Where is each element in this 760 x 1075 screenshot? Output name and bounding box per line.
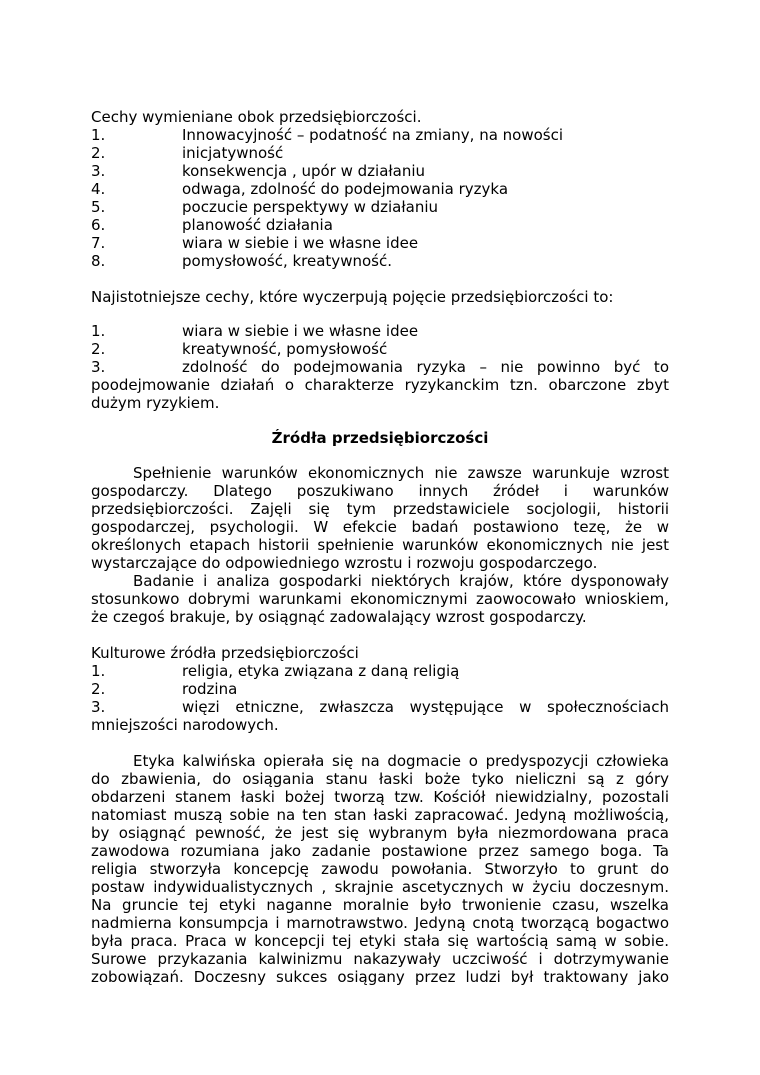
key-trait-continuation: poodejmowanie działań o charakterze ryzykanckim tzn. obarczone zbyt: [91, 376, 669, 394]
intro-item-number: 7.: [91, 234, 106, 252]
intro-item-text: Innowacyjność – podatność na zmiany, na nowości: [182, 126, 564, 144]
key-trait-number: 1.: [91, 322, 106, 340]
intro-item-text: wiara w siebie i we własne idee: [182, 234, 419, 252]
cultural-item-number: 1.: [91, 662, 106, 680]
key-trait-continuation: dużym ryzykiem.: [91, 394, 220, 412]
key-trait-number: 2.: [91, 340, 106, 358]
paragraph-line: że czegoś brakuje, by osiągnąć zadowalający wzrost gospodarczy.: [91, 608, 587, 626]
calvinism-line: Surowe przykazania kalwinizmu nakazywały uczciwość i dotrzymywanie: [91, 950, 669, 968]
intro-item-text: pomysłowość, kreatywność.: [182, 252, 392, 270]
calvinism-line: zobowiązań. Doczesny sukces osiągany przez ludzi był traktowany jako: [91, 968, 669, 986]
cultural-item-number: 3.: [91, 698, 106, 716]
intro-item-text: inicjatywność: [182, 144, 284, 162]
paragraph-line: wystarczające do odpowiedniego wzrostu i rozwoju gospodarczego.: [91, 554, 598, 572]
calvinism-line: zawodowa rozumiana jako zadanie postawione przez samego boga. Ta: [91, 842, 669, 860]
calvinism-line: była praca. Praca w koncepcji tej etyki stała się wartością samą w sobie.: [91, 932, 669, 950]
paragraph-line: gospodarczej, psychologii. W efekcie badań postawiono tezę, że w: [91, 518, 669, 536]
calvinism-line: do zbawienia, do osiągania stanu łaski boże tyko nieliczni są z góry: [91, 770, 669, 788]
calvinism-line: postaw indywidualistycznych , skrajnie ascetycznych w życiu doczesnym.: [91, 878, 669, 896]
key-traits-title: Najistotniejsze cechy, które wyczerpują pojęcie przedsiębiorczości to:: [91, 288, 614, 306]
cultural-item-number: 2.: [91, 680, 106, 698]
paragraph-line: określonych etapach historii spełnienie warunków ekonomicznych nie jest: [91, 536, 669, 554]
paragraph-line: Spełnienie warunków ekonomicznych nie zawsze warunkuje wzrost: [133, 464, 669, 482]
intro-item-text: planowość działania: [182, 216, 333, 234]
key-trait-text: wiara w siebie i we własne idee: [182, 322, 419, 340]
calvinism-line: by osiągnąć pewność, że jest się wybranym była niezmordowana praca: [91, 824, 669, 842]
calvinism-line: obdarzeni stanem łaski bożej tworzą tzw. Kościół niewidzialny, pozostali: [91, 788, 669, 806]
intro-item-number: 8.: [91, 252, 106, 270]
intro-title: Cechy wymieniane obok przedsiębiorczości.: [91, 108, 422, 126]
section-heading: Źródła przedsiębiorczości: [271, 429, 489, 447]
cultural-item-continuation: mniejszości narodowych.: [91, 716, 279, 734]
calvinism-line: natomiast muszą sobie na ten stan łaski zapracować. Jedyną możliwością,: [91, 806, 669, 824]
intro-item-text: poczucie perspektywy w działaniu: [182, 198, 439, 216]
intro-item-number: 1.: [91, 126, 106, 144]
intro-item-text: konsekwencja , upór w działaniu: [182, 162, 426, 180]
cultural-item-text: więzi etniczne, zwłaszcza występujące w społecznościach: [182, 698, 669, 716]
key-trait-text: kreatywność, pomysłowość: [182, 340, 388, 358]
cultural-item-text: rodzina: [182, 680, 238, 698]
cultural-title: Kulturowe źródła przedsiębiorczości: [91, 644, 359, 662]
paragraph-line: przedsiębiorczości. Zajęli się tym przedstawiciele socjologii, historii: [91, 500, 669, 518]
cultural-item-text: religia, etyka związana z daną religią: [182, 662, 460, 680]
calvinism-line: religia stworzyła koncepcję zawodu powołania. Stworzyło to grunt do: [91, 860, 669, 878]
intro-item-number: 6.: [91, 216, 106, 234]
key-trait-text: zdolność do podejmowania ryzyka – nie powinno być to: [182, 358, 669, 376]
intro-item-number: 3.: [91, 162, 106, 180]
calvinism-line: Etyka kalwińska opierała się na dogmacie o predyspozycji człowieka: [133, 752, 669, 770]
paragraph-line: Badanie i analiza gospodarki niektórych krajów, które dysponowały: [133, 572, 669, 590]
calvinism-line: Na gruncie tej etyki naganne moralnie było trwonienie czasu, wszelka: [91, 896, 669, 914]
paragraph-line: stosunkowo dobrymi warunkami ekonomicznymi zaowocowało wnioskiem,: [91, 590, 669, 608]
intro-item-number: 5.: [91, 198, 106, 216]
calvinism-line: nadmierna konsumpcja i marnotrawstwo. Jedyną cnotą tworzącą bogactwo: [91, 914, 669, 932]
paragraph-line: gospodarczy. Dlatego poszukiwano innych źródeł i warunków: [91, 482, 669, 500]
intro-item-number: 2.: [91, 144, 106, 162]
key-trait-number: 3.: [91, 358, 106, 376]
intro-item-number: 4.: [91, 180, 106, 198]
intro-item-text: odwaga, zdolność do podejmowania ryzyka: [182, 180, 509, 198]
